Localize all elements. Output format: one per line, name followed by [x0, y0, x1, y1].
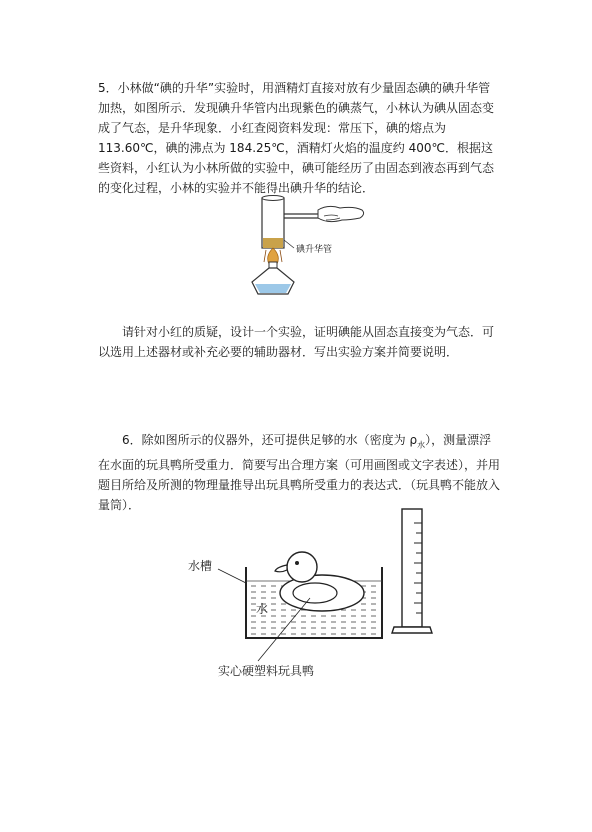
q6-text-b: ），测量漂浮在水面的玩具鸭所受重力．简要写出合理方案（可用画图或文字表述），并用题目所给及所测的物理量推导出玩具鸭所受重力的表达式．（玩具鸭不能放入量筒）． — [98, 433, 501, 513]
hand-icon — [318, 206, 364, 221]
lamp-neck — [269, 262, 277, 268]
q6-number: 6． — [122, 433, 142, 447]
tank-label: 水槽 — [188, 559, 213, 573]
duck-eye — [295, 561, 299, 565]
q5-number: 5． — [98, 81, 118, 95]
q5-text-d: ．根据这些资料，小红认为小林所做的实验中，碘可能经历了由固态到液态再到气态的变化过程，小林的实验并不能得出碘升华的结论． — [98, 141, 495, 195]
duck-head — [287, 552, 317, 582]
q5-text-a: 小林做“碘的升华”实验时，用酒精灯直接对放有少量固态碘的碘升华管加热，如图所示．发现碘升华管内出现紫色的碘蒸气，小林认为碘从固态变成了气态，是升华现象．小红查阅资料发现：常压下，碘的熔点为 — [98, 81, 495, 135]
cylinder-base — [392, 627, 432, 633]
q5-text-b: ，碘的沸点为 — [153, 141, 230, 155]
q6-rho-sub: 水 — [417, 440, 426, 450]
iodine-solid — [263, 238, 283, 248]
q5-paragraph — [98, 78, 500, 198]
q5-task: 请针对小红的质疑，设计一个实验，证明碘能从固态直接变为气态．可以选用上述器材或补充必要的辅助器材．写出实验方案并简要说明． — [98, 325, 495, 359]
measuring-cylinder — [402, 509, 422, 627]
water-label: 水 — [256, 602, 269, 616]
q6-paragraph — [98, 430, 500, 515]
q5-text-c: ，酒精灯火焰的温度约 — [284, 141, 409, 155]
tube-label: 碘升华管 — [296, 245, 333, 255]
duck-beak — [275, 565, 287, 572]
duck-tank-figure — [170, 505, 440, 685]
lamp-alcohol — [255, 284, 291, 293]
tube-top — [262, 196, 284, 201]
iodine-sublimation-figure — [228, 190, 398, 300]
duck-label: 实心硬塑料玩具鸭 — [218, 664, 315, 678]
q6-text-a: 除如图所示的仪器外，还可提供足够的水（密度为 ρ — [141, 433, 418, 447]
q5-boiling-point: 184.25℃ — [229, 141, 285, 155]
duck-wing — [293, 583, 337, 603]
q5-melting-point: 113.60℃ — [98, 141, 154, 155]
q5-flame-temp: 400℃ — [408, 141, 445, 155]
